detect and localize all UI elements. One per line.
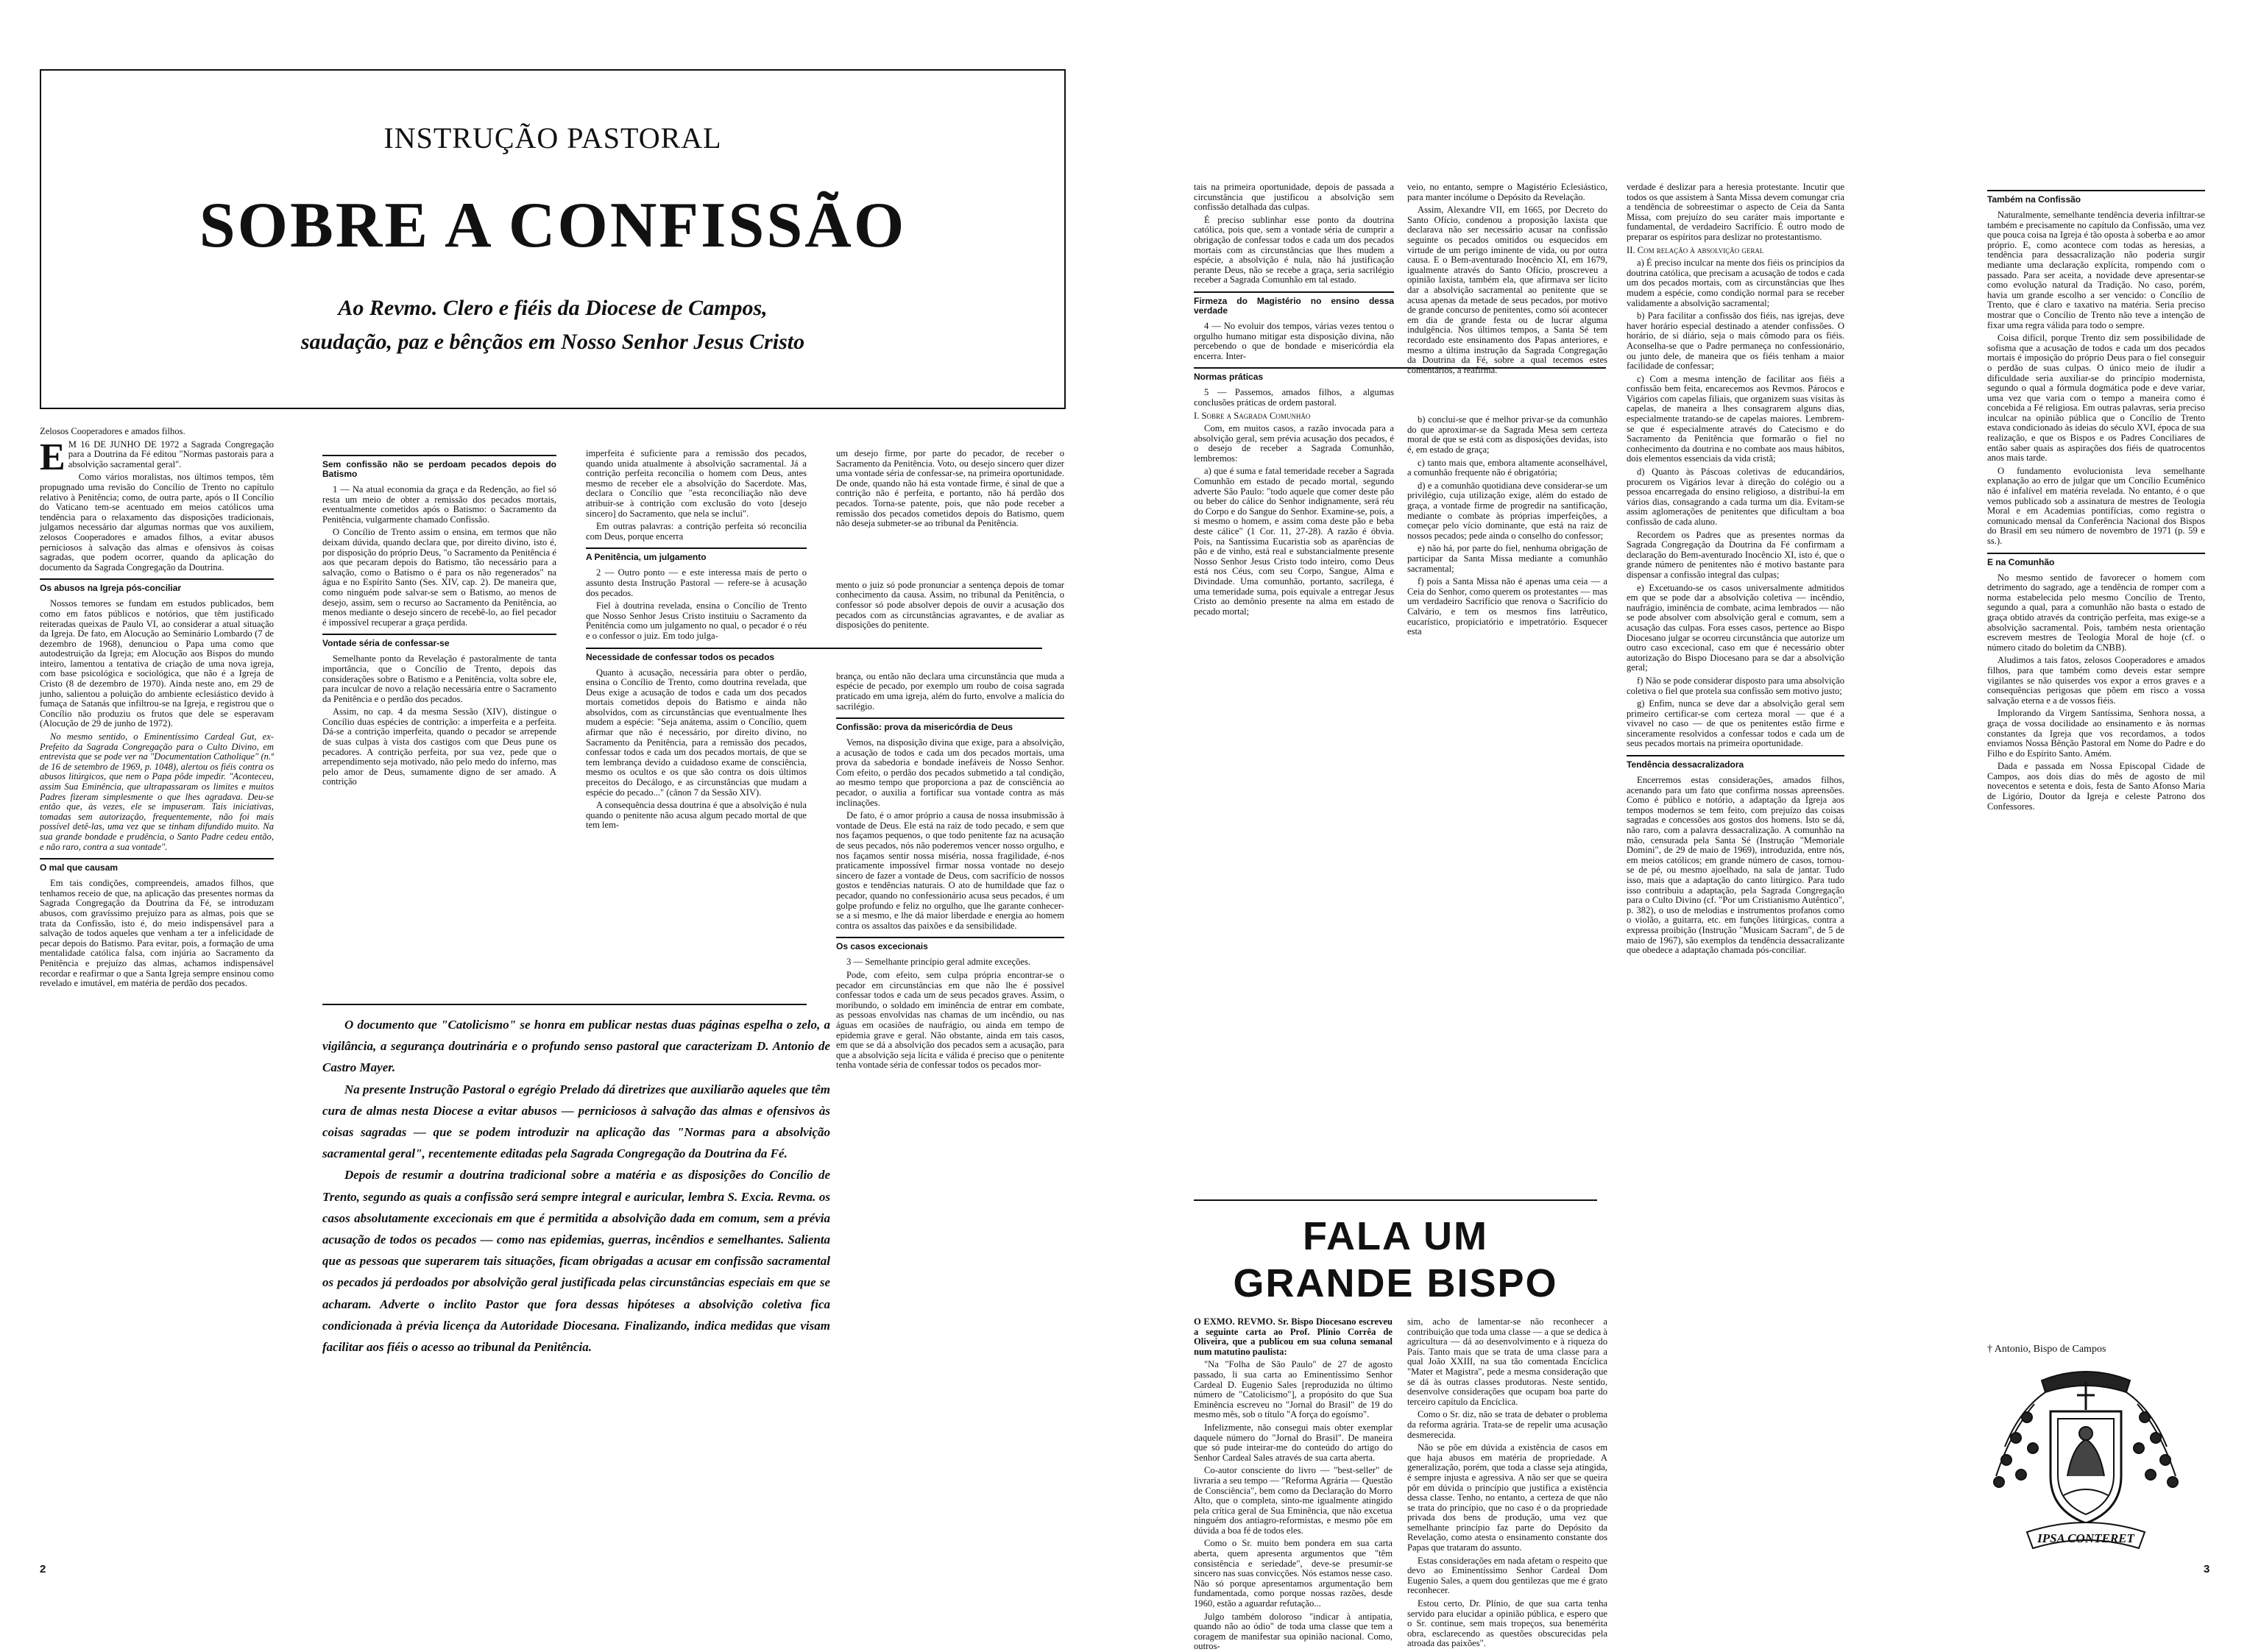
paragraph: Em outras palavras: a contrição perfeita só reconcilia com Deus, porque encerra [586, 521, 807, 542]
section-heading: A Penitência, um julgamento [586, 547, 807, 562]
paragraph: veio, no entanto, sempre o Magistério Eclesiástico, para manter incólume o Depósito da Revelação. [1407, 182, 1607, 202]
paragraph: Co-autor consciente do livro — "best-seller" de livraria a seu tempo — "Reforma Agrária — Questão de Consciência", bem como da Declaração do Morro Alto, que o completa, sinto-me igualmente atingido pela crítica geral de Sua Eminência, que não excetua ninguém dos antiagro-reformistas, e mesmo põe em dúvida a boa fé de todos eles. [1194, 1465, 1393, 1536]
paragraph: tais na primeira oportunidade, depois de passada a circunstância que justificou a absolvição sem confissão detalhada das culpas. [1194, 182, 1394, 213]
headline: SOBRE A CONFISSÃO [199, 190, 907, 261]
paragraph: No mesmo sentido de favorecer o homem com detrimento do sagrado, age a tendência de romper com a norma estabelecida pelo mesmo Concílio de Trento, segundo a qual, para a comunhão não basta o estado de graça obtido através da contrição perfeita, mas exige-se a absolvição sacramental. Pois, também nesta orientação escrevem mestres de Teologia Moral de hoje (cf. o número citado do boletim da CNBB). [1987, 572, 2205, 653]
subsection-heading: I. Sobre a Sagrada Comunhão [1194, 410, 1311, 421]
paragraph: Com, em muitos casos, a razão invocada para a absolvição geral, sem prévia acusação dos pecados, é o desejo de receber a Sagrada Comunhão, lembremos: [1194, 423, 1394, 464]
column-5 [1194, 182, 1394, 1191]
paragraph: O fundamento evolucionista leva semelhante explanação ao erro de julgar que um Concílio Ecumênico não é infalível em matéria revelada. No entanto, é o que vemos publicado sob a assinatura de mestres de Teologia Moral e em Academias pontifícias, como registra o comunicado mensal da Conferência Nacional dos Bispos do Brasil em seu número de novembro de 1971 (p. 59 e ss.). [1987, 465, 2205, 546]
paragraph: sim, acho de lamentar-se não reconhecer a contribuição que toda uma classe — a que se dedica à agricultura — dá ao desenvolvimento e à riqueza do País. Tanto mais que se trata de uma classe para a qual João XXIII, na sua tão comentada Encíclica "Mater et Magistra", pede a mesma consideração que se dá às outras classes produtoras. Neste sentido, desenvolve considerações que ocupam boa parte do terceiro capítulo da Encíclica. [1407, 1316, 1607, 1407]
paragraph: e) não há, por parte do fiel, nenhuma obrigação de participar da Santa Missa mediante a comunhão sacramental; [1407, 543, 1607, 574]
paragraph: Coisa difícil, porque Trento diz sem possibilidade de sofisma que a acusação de todos e cada um dos pecados mortais é imposição do próprio Deus para o fiel conseguir o perdão de suas culpas. O único meio de iludir a dificuldade seria auxiliar-se do princípio modernista, segundo o qual a fórmula dogmática pode e deve variar, uma vez que varia com o tempo a maneira como é concebida a Fé religiosa. Em outras palavras, seria preciso inculcar na opinião pública que o Concílio de Trento estava condicionado às ideias do século XVI, época de sua realização, e que os Bispos e os Padres Conciliares de então saber quais as aspirações dos fiéis de quatrocentos anos mais tarde. [1987, 333, 2205, 464]
paragraph: Aludimos a tais fatos, zelosos Cooperadores e amados filhos, para que também como deveis estar sempre vigilantes se não quiserdes vos expor a erros graves e a consequências perigosas que põem em risco a vossa salvação eterna e a de vossos fiéis. [1987, 655, 2205, 706]
coat-of-arms-motto: IPSA CONTERET [2037, 1531, 2134, 1545]
paragraph: Recordem os Padres que as presentes normas da Sagrada Congregação da Doutrina da Fé confirmam a declaração do Bem-aventurado Inocêncio XI, isto é, que o grande número de penitentes não é motivo bastante para dispensar a confissão integral das culpas; [1627, 529, 1844, 580]
paragraph: "Na "Folha de São Paulo" de 27 de agosto passado, li sua carta ao Eminentíssimo Senhor Cardeal D. Eugenio Sales [reproduzida no último número de "Catolicismo"], a propósito do que Sua Eminência escreveu no "Jornal do Brasil" de 19 do mesmo mês, sob o título "A força do egoísmo". [1194, 1359, 1393, 1420]
paragraph: Infelizmente, não consegui mais obter exemplar daquele número do "Jornal do Brasil". De maneira que só pude inteirar-me do conteúdo do artigo do Senhor Cardeal Sales através de sua carta aberta. [1194, 1422, 1393, 1463]
column-bispo-2 [1407, 1316, 1607, 1649]
title-box [40, 69, 1066, 409]
column-bispo-1 [1194, 1316, 1393, 1652]
paragraph: Estas considerações em nada afetam o respeito que devo ao Eminentíssimo Senhor Cardeal Dom Eugenio Sales, a quem dou gentilezas que me é grato reconhecer. [1407, 1555, 1607, 1596]
column-8 [1987, 184, 2205, 1347]
paragraph: 4 — No evoluir dos tempos, várias vezes tentou o orgulho humano mitigar esta disposição divina, não percebendo o que de bondade e misericórdia ela encerra. Inter- [1194, 320, 1394, 361]
paragraph: Fiel à doutrina revelada, ensina o Concílio de Trento que Nosso Senhor Jesus Cristo instituiu o Sacramento da Penitência como um julgamento no qual, o pecador é o réu e o confessor o juiz. Em todo julga- [586, 600, 807, 641]
column-1 [40, 427, 274, 1556]
section-heading: Os abusos na Igreja pós-conciliar [40, 578, 274, 593]
bispo-title-line-1: FALA UM [1303, 1214, 1488, 1258]
paragraph: Semelhante ponto da Revelação é pastoralmente de tanta importância, que o Concílio de Trento, depois das considerações sobre o Batismo e a Penitência, volta sobre ele, para inculcar de novo a relação necessária entre o Sacramento da Penitência e o perdão dos pecados. [322, 653, 556, 704]
paragraph: verdade é deslizar para a heresia protestante. Incutir que todos os que assistem à Santa Missa devem comungar cria a tendência de sobreestimar o aspecto de Ceia da Santa Missa, com prejuízo do seu caráter mais importante e fundamental, de verdadeiro Sacrifício. É outro modo de preparar os espíritos para deslizar no protestantismo. [1627, 182, 1844, 242]
paragraph: Assim, Alexandre VII, em 1665, por Decreto do Santo Ofício, condenou a proposição laxista que declarava não ser necessário acusar na confissão seguinte os pecados omitidos ou esquecidos em virtude de um perigo iminente de vida, ou por outra causa. E o Bem-aventurado Inocêncio XI, em 1679, igualmente através do Santo Ofício, proscreveu a opinião laxista, também ela, que afirmava ser lícito dar a absolvição sacramental ao penitente que se acusa apenas da metade de seus pecados, por motivo de grande concurso de penitentes, como sói acontecer em dia de grande festa ou de lucrar alguma indulgência. Nos últimos tempos, a Santa Sé tem recordado este ensinamento dos Papas anteriores, e mesmo a última instrução da Sagrada Congregação da Doutrina da Fé, sobre a qual tecemos estes comentários, a reafirma. [1407, 205, 1607, 375]
paragraph: Como o Sr. diz, não se trata de debater o problema da reforma agrária. Trata-se de repelir uma acusação desmerecida. [1407, 1409, 1607, 1440]
column-6 [1407, 182, 1607, 1191]
paragraph: Estou certo, Dr. Plínio, de que sua carta tenha servido para elucidar a opinião pública, e espero que o Sr. continue, sem mais tropeços, sua benemérita obra, esclarecendo as questões obscurecidas pela atroada das paixões". [1407, 1598, 1607, 1649]
greeting: Zelosos Cooperadores e amados filhos. [40, 426, 185, 436]
paragraph: Vemos, na disposição divina que exige, para a absolvição, a acusação de todos e cada um dos pecados mortais, uma prova da sabedoria e bondade inefáveis de Nosso Senhor. Com efeito, o perdão dos pecados submetido a tal condição, ao mesmo tempo que proporciona a paz de consciência ao pecador, o auxilia a fortificar sua vontade contra as más inclinações. [836, 737, 1064, 808]
paragraph: Como vários moralistas, nos últimos tempos, têm propugnado uma revisão do Concílio de Trento no capítulo relativo à Penitência; como, de outra parte, após o II Concílio do Vaticano tem-se acentuado em meios católicos uma tendência para o relaxamento das disposições tradicionais, julgamos necessário dar algumas normas que vos auxiliem, zelosos Cooperadores e amados filhos, a evitar abusos perniciosos à salvação das almas e ofensivos às coisas sagradas, que podem ocorrer, quando da aplicação do documento da Sagrada Congregação da Doutrina. [40, 472, 274, 572]
paragraph [40, 436, 274, 478]
notice-rule [322, 1004, 807, 1005]
paragraph: Implorando da Virgem Santíssima, Senhora nossa, a graça de vossa docilidade ao ensinamento e às normas constantes da Igreja que vos recordamos, a todos enviamos Nossa Bênção Pastoral em Nome do Padre e do Filho e do Espírito Santo. Amém. [1987, 708, 2205, 759]
section-heading: Normas práticas [1194, 367, 1606, 382]
paragraph-text: M 16 DE JUNHO DE 1972 a Sagrada Congregação para a Doutrina da Fé editou "Normas pastorais para a absolvição sacramental geral". [68, 439, 274, 469]
paragraph: Naturalmente, semelhante tendência deveria infiltrar-se também e precisamente no capítulo da Confissão, uma vez que pouca coisa na Igreja é tão oposta à soberba e ao amor próprio. E, como acontece com todas as heresias, a tendência para dessacralização não poderia surgir mediante uma declaração explícita, rompendo com o passado. Para ser aceita, a novidade deve apresentar-se como evolução natural da Tradição. No caso, porém, havia um grande escolho a ser vencido: o Concílio de Trento, que é claro e taxativo na matéria. Seria preciso mostrar que o Concílio de Trento não teve a intenção de fixar uma regra válida para todo o sempre. [1987, 210, 2205, 330]
paragraph: Quanto à acusação, necessária para obter o perdão, ensina o Concílio de Trento, como doutrina revelada, que Deus exige a acusação de todos e cada um dos pecados mortais cometidos depois do Batismo e ainda não absolvidos, com as circunstâncias que eventualmente lhes mudem a espécie: "Seja anátema, assim o Concílio, quem afirmar que não é necessário, por direito divino, no Sacramento da Penitência, para a remissão dos pecados, confessar todos e cada um dos pecados mortais, de que se tem lembrança devido a cuidadoso exame de consciência, mesmo os ocultos e os que são contra os dois últimos preceitos do Decálogo, e as circunstâncias que mudam a espécie do pecado..." (cânon 7 da Sessão XIV). [586, 667, 807, 798]
notice-paragraph: Depois de resumir a doutrina tradicional sobre a matéria e as disposições do Concílio de Trento, segundo as quais a confissão será sempre integral e auricular, lembra S. Excia. Revma. os casos absolutamente excecionais em que é permitida a absolvição dada em comum, sem a prévia acusação de todos os pecados — como nas epidemias, guerras, incêndios e semelhantes. Salienta que as pessoas que superarem tais situações, ficam obrigadas a acusar em confissão sacramental os pecados já perdoados por absolvição geral justificada pelas circunstâncias especiais em que se acharam. Adverte o inclito Pastor que fora dessas hipóteses a absolvição coletiva fica condicionada à prévia licença da Autoridade Diocesana. Finalizando, indica medidas que visam facilitar aos fiéis o acesso ao tribunal da Penitência. [322, 1168, 830, 1355]
paragraph: um desejo firme, por parte do pecador, de receber o Sacramento da Penitência. Voto, ou desejo sincero quer dizer uma vontade séria de confessar-se, na primeira oportunidade. De onde, quando não há esta vontade firme, é sinal de que a contrição não é perfeita, e portanto, não há perdão dos pecados. Torna-se patente, pois, que não pode receber a remissão dos pecados cometidos depois do Batismo, quem não deseja submeter-se ao tribunal da Penitência. [836, 448, 1064, 529]
paragraph: Dada e passada em Nossa Episcopal Cidade de Campos, aos dois dias do mês de agosto de mil novecentos e setenta e dois, festa de Santo Afonso Maria de Ligório, Doutor da Igreja e celeste Patrono dos Confessores. [1987, 761, 2205, 812]
paragraph: 3 — Semelhante princípio geral admite exceções. [846, 957, 1031, 968]
salutation-line-1: Ao Revmo. Clero e fiéis da Diocese de Campos, [338, 296, 768, 320]
paragraph: O Concílio de Trento assim o ensina, em termos que não deixam dúvida, quando declara que, por direito divino, isto é, por disposição do próprio Deus, "o Sacramento da Penitência é aos que pecaram depois do Batismo, tão necessário para a salvação, como o Batismo o é para os não regenerados" na água e no Espírito Santo (Ses. XIV, cap. 2). De maneira que, como ninguém pode salvar-se sem o Batismo, ao menos de desejo, assim, sem o recurso ao Sacramento da Penitência, ao menos mediante o desejo sincero de recebê-lo, ao fiel pecador é impossível recuperar a graça perdida. [322, 527, 556, 628]
paragraph: Em tais condições, compreendeis, amados filhos, que tenhamos receio de que, na aplicação das presentes normas da Sagrada Congregação da Doutrina da Fé, se introduzam abusos, com gravíssimo prejuízo para as almas, pois que se trata da Confissão, isto é, do meio indispensável para a salvação de todos aqueles que venham a ter a infelicidade de pecar depois do Batismo. Para evitar, pois, a formação de uma mentalidade católica falsa, com injúria ao Sacramento da Penitência e prejuízo das almas, achamos indispensável recordar e reafirmar o que a Santa Igreja sempre ensinou como revelado e imutável, em matéria de perdão dos pecados. [40, 878, 274, 989]
signature: † Antonio, Bispo de Campos [1987, 1344, 2106, 1355]
bispo-rule [1194, 1199, 1597, 1201]
column-7 [1627, 182, 1844, 1559]
paragraph: Pode, com efeito, sem culpa própria encontrar-se o pecador em circunstâncias em que não lhe é possível confessar todos e cada um de seus pecados graves. Assim, o moribundo, o soldado em iminência de entrar em combate, as pessoas envolvidas nas chamas de um incêndio, ou nas águas em ocasiões de naufrágio, ou ainda em tempo de epidemia grave e geral. Não obstante, ainda em tais casos, em que se dá a absolvição dos pecados sem a acusação, para que a absolvição seja lícita e válida é preciso que o penitente tenha vontade séria de confessar todos os pecados mor- [836, 969, 1064, 1071]
paragraph: No mesmo sentido, o Eminentíssimo Cardeal Gut, ex-Prefeito da Sagrada Congregação para o Culto Divino, em entrevista que se pode ver na "Documentation Catholique" (n.º de 16 de setembro de 1969, p. 1048), alertou os fiéis contra os abusos litúrgicos, que nem o Papa pôde impedir. "Aconteceu, assim Sua Eminência, que ultrapassaram os limites e muitos Padres fizeram simplesmente o que lhes agradava. Deu-se então que, às vezes, ele se impuseram. Tais iniciativas, tomadas sem autorização, frequentemente, não foi mais possível detê-las, uma vez que se tinham difundido muito. Na sua grande bondade e prudência, o Santo Padre cedeu então, e não raro, contra a sua vontade". [40, 731, 274, 852]
section-heading: Também na Confissão [1987, 190, 2205, 205]
bispo-title [1194, 1213, 1597, 1307]
paragraph: Não se põe em dúvida a existência de casos em que haja abusos em matéria de propriedade. A generalização, porém, que toda a classe seja atingida, é sempre injusta e agressiva. A não ser que se queira pôr em dúvida o princípio que justifica a existência dessa classe. Tenho, no entanto, a certeza de que não se trata do princípio, que no caso é o da propriedade privada dos bens de produção, uma vez que semelhante princípio faz parte do Depósito da Revelação, como atesta o ensinamento constante dos Papas que trataram do assunto. [1407, 1442, 1607, 1553]
section-heading: Os casos excecionais [836, 937, 1064, 951]
paragraph: g) Enfim, nunca se deve dar a absolvição geral sem primeiro certificar-se com certeza moral — que é a vivavel no caso — de que os penitentes estão firme e sinceramente resolvidos a confessar todos e cada um de seus pecados mortais na primeira oportunidade. [1627, 698, 1844, 749]
paragraph: Assim, no cap. 4 da mesma Sessão (XIV), distingue o Concílio duas espécies de contrição: a imperfeita e a perfeita. Dá-se a contrição imperfeita, quando o pecador se arrepende de suas culpas à vista dos castigos com que Deus pune os pecadores. A contrição perfeita, por sua vez, pede que o arrependimento seja motivado, não pelo medo do inferno, mas pelo amor de Deus, sumamente digno de ser amado. A contrição [322, 706, 556, 787]
salutation [41, 291, 1064, 359]
editorial-notice [322, 1014, 830, 1358]
paragraph: Julgo também doloroso "indicar à antipatia, quando não ao ódio" de toda uma classe que tem a coragem de manifestar sua opinião nacional. Como, outros- [1194, 1611, 1393, 1652]
paragraph: Encerremos estas considerações, amados filhos, acenando para um fato que confirma nossas apreensões. Como é público e notório, a adaptação da Igreja aos tempos modernos se tem feito, com prejuízo das coisas sagradas e concessões aos gostos dos homens. Isto se dá, não raro, com a palavra dessacralização. A comunhão na mão, censurada pela Santa Sé (Instrução "Memoriale Domini", de 29 de maio de 1969), introduzida, entre nós, em meios católicos; em grande número de casos, tornou-se de pé, ou mesmo ajoelhado, na sala de jantar. Tudo isso, mais que a adaptação do canto litúrgico. Para tudo isso contribuiu a adaptação, pela Sagrada Congregação para o Culto Divino (cf. "Por um Cristianismo Autêntico", p. 382), o uso de melodias e instrumentos profanos como o violão, a guitarra, etc. em funções litúrgicas, contra a expressa proibição (Instrução "Musicam Sacram", de 5 de maio de 1967), são exemplos da tendência dessacralizante que obedece a adaptação chamada pós-conciliar. [1627, 775, 1844, 956]
paragraph: f) Não se pode considerar disposto para uma absolvição coletiva o fiel que protela sua confissão sem motivo justo; [1627, 675, 1844, 696]
pretitle: INSTRUÇÃO PASTORAL [383, 121, 722, 155]
paragraph: imperfeita é suficiente para a remissão dos pecados, quando unida atualmente à absolvição sacramental. Já a contrição perfeita reconcilia o homem com Deus, antes mesmo de receber ele a absolvição do Sacerdote. Mas, declara o Concílio que "esta reconciliação não deve atribuir-se à contrição com exclusão do voto [desejo sincero] do Sacramento, que nela se inclui". [586, 448, 807, 519]
section-heading: E na Comunhão [1987, 553, 2205, 567]
section-heading: Sem confissão não se perdoam pecados depois do Batismo [322, 455, 556, 479]
paragraph: De fato, é o amor próprio a causa de nossa insubmissão à vontade de Deus. Ele está na raiz de todo pecado, e sem que nos façamos pequenos, o que todo penitente faz na acusação de seus pecados, nós não poderemos vencer nosso orgulho, e nos façamos sentir nossa miséria, nossa fragilidade, é-nos praticamente impossível firmar nossa vontade no desejo sincero de fazer a vontade de Deus, com sacrifício de nossos gostos e tendências naturais. O ato de humildade que faz o pecador, quando no confessionário acusa seus pecados, é um golpe profundo e feliz no orgulho, que lhe garante conhecer-se a si mesmo, e lhe dá maior liberdade e energia ao homem contra os assaltos das paixões e da sensibilidade. [836, 810, 1064, 931]
drop-cap: E [40, 436, 66, 478]
paragraph: d) e a comunhão quotidiana deve considerar-se um privilégio, cuja utilização exige, além do estado de graça, a vontade firme de progredir na santificação, mediante o combate às próprias imperfeições, a começar pelo vício dominante, que está na raiz de nossos pecados; pede ainda o conselho do confessor; [1407, 480, 1607, 541]
section-heading: Necessidade de confessar todos os pecados [586, 648, 1042, 662]
subsection-heading: II. Com relação à absolvição geral [1627, 244, 1764, 255]
paragraph: Nossos temores se fundam em estudos publicados, bem como em fatos públicos e notórios, que têm justificado reiteradas queixas de Paulo VI, ao considerar a atual situação da Igreja. De fato, em Alocução ao Seminário Lombardo (7 de dezembro de 1968), denunciou o Papa uma como que autodestruição da Igreja; em Alocução aos Bispos do mundo inteiro, lamentou a tentativa de criação de uma nova igreja, com base psicológica e sociológica, que não é a Igreja de Cristo (8 de dezembro de 1970). Ainda neste ano, em 29 de junho, salientou a poluição do ambiente eclesiástico devido à fumaça de Satanás que infiltrou-se na Igreja, e registrou que o Concílio não produziu os frutos que dele se esperavam (Alocução de 29 de junho de 1972). [40, 598, 274, 729]
section-heading: Firmeza do Magistério no ensino dessa verdade [1194, 291, 1394, 316]
paragraph: 5 — Passemos, amados filhos, a algumas conclusões práticas de ordem pastoral. [1194, 387, 1394, 408]
paragraph: brança, ou então não declara uma circunstância que muda a espécie de pecado, por exemplo um roubo de coisa sagrada praticado em uma igreja, além do furto, envolve a malícia do sacrilégio. [836, 670, 1064, 712]
paragraph: e) Excetuando-se os casos universalmente admitidos em que se pode dar a absolvição coletiva — incêndio, naufrágio, iminência de combate, acima lembrados — não se pode absolver com absolvição geral e comum, sem a acusação das culpas. Fora esses casos, pertence ao Bispo Diocesano julgar se ocorreu circunstância que autorize um outro caso excecional, caso em que é necessário obter autorização do Bispo Diocesano para se dar a absolvição geral; [1627, 582, 1844, 673]
section-heading: O mal que causam [40, 858, 274, 873]
section-heading: Confissão: prova da misericórdia de Deus [836, 717, 1064, 732]
section-heading: Vontade séria de confessar-se [322, 634, 556, 648]
paragraph: A consequência dessa doutrina é que a absolvição é nula quando o penitente não acusa algum pecado mortal de que tem lem- [586, 800, 807, 831]
paragraph: mento o juiz só pode pronunciar a sentença depois de tomar conhecimento da causa. Assim, no tribunal da Penitência, o confessor só pode absolver depois de ouvir a acusação dos pecados com as circunstâncias agravantes, e de avaliar as disposições do penitente. [836, 579, 1064, 631]
paragraph: O EXMO. REVMO. Sr. Bispo Diocesano escreveu a seguinte carta ao Prof. Plínio Corrêa de Oliveira, que a publicou em sua coluna semanal num matutino paulista: [1194, 1316, 1393, 1357]
paragraph: c) Com a mesma intenção de facilitar aos fiéis a confissão bem feita, encarecemos aos Revmos. Párocos e Vigários com capelas filiais, que organizem suas visitas às capelas, de maneira a lhes consagrarem alguns dias, especialmente tratando-se de capelas maiores. Lembrem-se que é especialmente através do Catecismo e do Sacramento da Penitência que formarão o fiel no conhecimento da doutrina e no combate aos maus hábitos, dois elementos essenciais da vida cristã; [1627, 373, 1844, 464]
salutation-line-2: saudação, paz e bênçãos em Nosso Senhor Jesus Cristo [300, 330, 805, 354]
notice-paragraph: Na presente Instrução Pastoral o egrégio Prelado dá diretrizes que auxiliarão aqueles que têm cura de almas nesta Diocese a evitar abusos — perniciosos à salvação das almas e ofensivos às coisas sagradas — que se podem introduzir na aplicação das "Normas para a absolvição sacramental geral", recentemente editadas pela Sagrada Congregação da Doutrina da Fé. [322, 1082, 830, 1161]
paragraph: 1 — Na atual economia da graça e da Redenção, ao fiel só resta um meio de obter a remissão dos pecados mortais, eventualmente cometidos após o Batismo: o Sacramento da Penitência, vulgarmente chamado Confissão. [322, 484, 556, 525]
bispo-title-line-2: GRANDE BISPO [1233, 1261, 1558, 1305]
paragraph: b) Para facilitar a confissão dos fiéis, nas igrejas, deve haver horário especial destinado a atender confissões. O horário, de si diário, seja o mais cômodo para os fiéis. Aconselha-se que o Padre permaneça no confessionário, ou junto dele, de maneira que os fiéis tenham a maior facilidade de confessar; [1627, 311, 1844, 372]
page-number-right: 3 [2204, 1563, 2210, 1575]
paragraph: c) tanto mais que, embora altamente aconselhável, a comunhão frequente não é obrigatória; [1407, 457, 1607, 478]
column-3 [586, 449, 807, 999]
section-heading: Tendência dessacralizadora [1627, 755, 1844, 770]
paragraph: d) Quanto às Páscoas coletivas de educandários, procurem os Vigários levar à direção do colégio ou a pessoa encarregada do ensino religioso, a distribuí-la em vários dias, consagrando a cada turma um dia. Evitam-se assim aglomerações de penitentes que dificultam a boa confissão de cada aluno. [1627, 467, 1844, 527]
notice-paragraph: O documento que "Catolicismo" se honra em publicar nestas duas páginas espelha o zelo, a vigilância, a segurança doutrinária e o profundo senso pastoral que caracterizam D. Antonio de Castro Mayer. [322, 1018, 830, 1075]
episcopal-coat-of-arms-icon [1975, 1366, 2196, 1563]
paragraph: b) conclui-se que é melhor privar-se da comunhão do que aproximar-se da Sagrada Mesa sem certeza moral de que se está com as disposições devidas, isto é, em estado de graça; [1407, 414, 1607, 455]
column-4 [836, 449, 1064, 1556]
paragraph: 2 — Outro ponto — e este interessa mais de perto o assunto desta Instrução Pastoral — refere-se à acusação dos pecados. [586, 567, 807, 598]
column-2 [322, 449, 556, 999]
paragraph: É preciso sublinhar esse ponto da doutrina católica, pois que, sem a vontade séria de cumprir a obrigação de confessar todos e cada um dos pecados mortais com as circunstâncias que lhes mudem a espécie, a absolvição é nula, não há justificação perante Deus, não se recebe a graça, seria sacrilégio receber a Sagrada Comunhão em tal estado. [1194, 214, 1394, 286]
page-number-left: 2 [40, 1563, 46, 1575]
paragraph: a) É preciso inculcar na mente dos fiéis os princípios da doutrina católica, que precisam a acusação de todos e cada um dos pecados mortais, com as circunstâncias que lhes mudem a espécie, como condição normal para se receber validamente a absolvição sacramental; [1627, 258, 1844, 308]
paragraph: a) que é suma e fatal temeridade receber a Sagrada Comunhão em estado de pecado mortal, segundo adverte São Paulo: "todo aquele que comer deste pão ou beber do cálice do Senhor indignamente, será réu do Corpo e do Sangue do Senhor. Examine-se, pois, a si mesmo o homem, e assim coma deste pão e beba deste cálice" (1 Cor. 11, 27-28). A razão é óbvia. Pois, na Santíssima Eucaristia sob as aparências de pão e de vinho, está real e substancialmente presente Nosso Senhor Jesus Cristo todo inteiro, como Deus está nos Céus, com seu Corpo, Sangue, Alma e Divindade. Uma comunhão, portanto, sacrílega, é uma temeridade suma, pois equivale a entregar Jesus Cristo ao demônio presente na alma em estado de pecado mortal; [1194, 466, 1394, 617]
paragraph: f) pois a Santa Missa não é apenas uma ceia — a Ceia do Senhor, como querem os protestantes — mas um verdadeiro Sacrifício que renova o Sacrifício do Calvário, e tem os mesmos fins latrêutico, eucarístico, propiciatório e impetratório. Esquecer esta [1407, 576, 1607, 637]
paragraph: Como o Sr. muito bem pondera em sua carta aberta, quem apresenta argumentos que "têm consistência e seriedade", deve-se presumir-se sincero nas suas convicções. Nós estamos nesse caso. Não só porque apresentamos argumentação bem fundamentada, como porque nossas razões, desde 1960, estão a aguardar refutação... [1194, 1538, 1393, 1609]
